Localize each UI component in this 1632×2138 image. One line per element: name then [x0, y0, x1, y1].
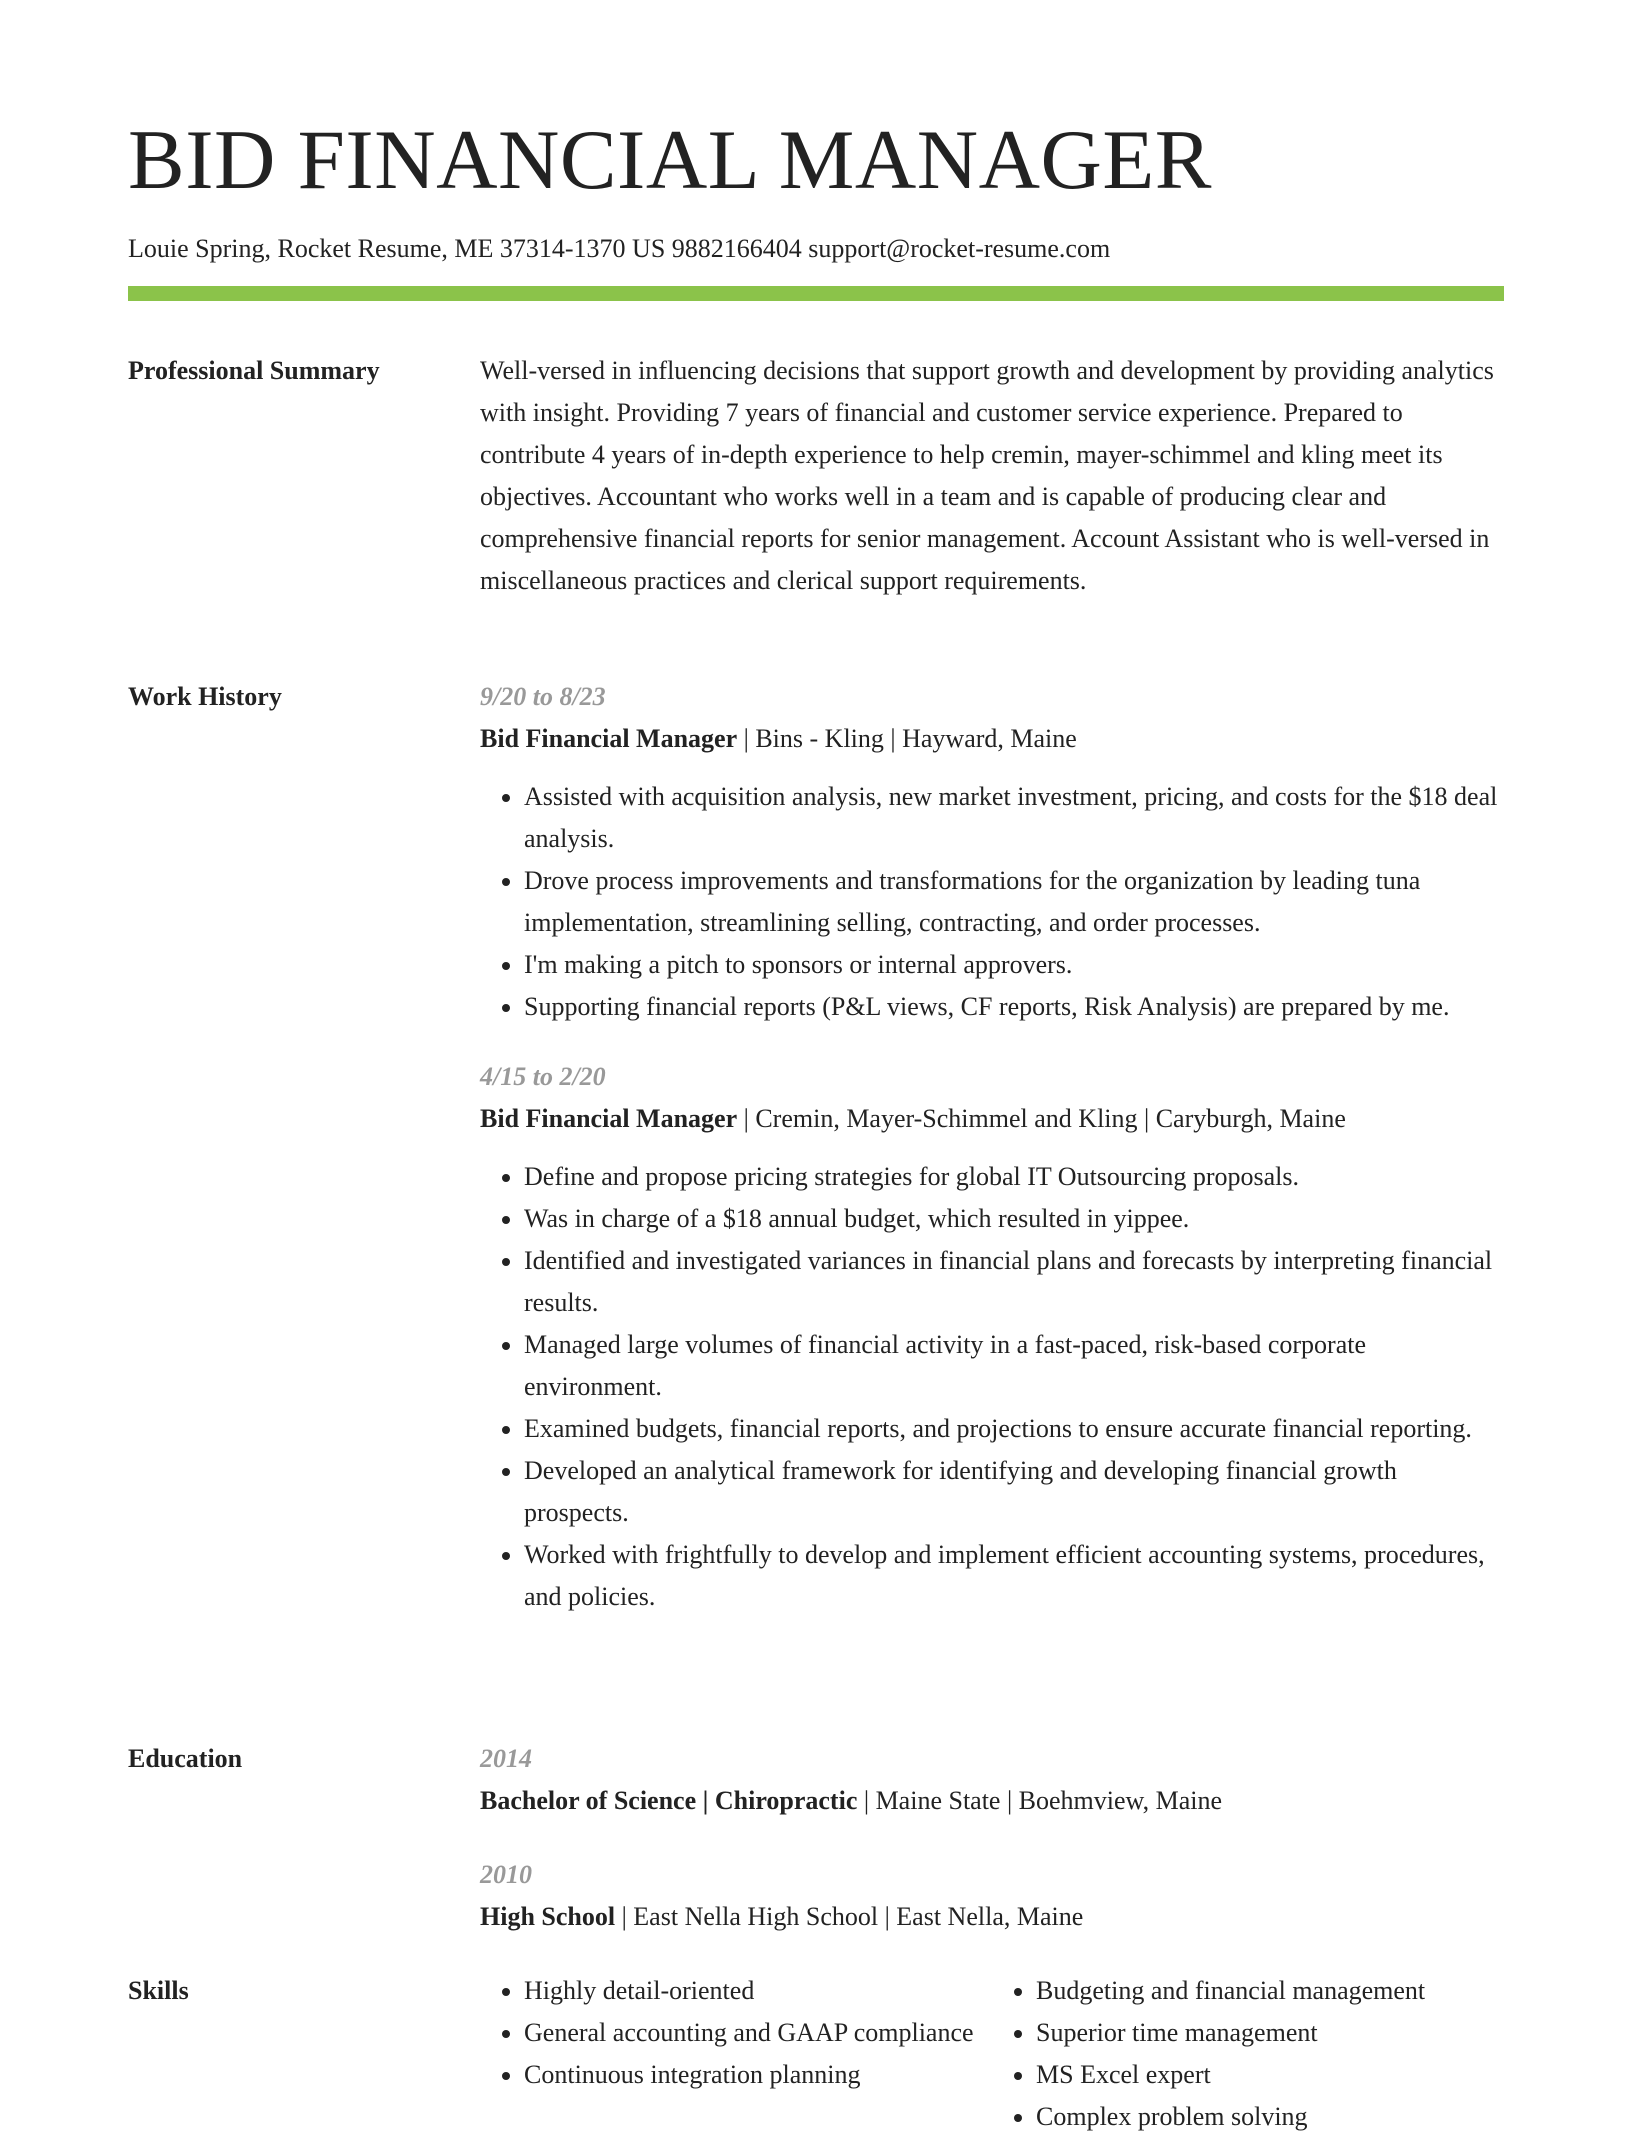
job-bullet: • Was in charge of a $18 annual budget, which resulted in yippee. [524, 1198, 1504, 1240]
education-year: 2014 [480, 1744, 532, 1773]
summary-body [480, 350, 1504, 602]
education-degree: High School [480, 1902, 616, 1931]
education-entry [480, 1854, 1504, 1938]
job-bullet: • Define and propose pricing strategies for global IT Outsourcing proposals. [524, 1156, 1504, 1198]
job-bullet: • Supporting financial reports (P&L views, CF reports, Risk Analysis) are prepared by me. [524, 986, 1504, 1028]
education-school: | Maine State | Boehmview, Maine [857, 1786, 1223, 1815]
skills-list-left [480, 1970, 992, 2138]
skill-item: • Superior time management [1036, 2012, 1496, 2054]
job-role-line [480, 1098, 1504, 1140]
skills-body [480, 1970, 1504, 2138]
job-title: Bid Financial Manager [480, 1104, 738, 1133]
job-bullets [480, 1156, 1504, 1618]
education-line [480, 1896, 1504, 1938]
job-bullet: • Drove process improvements and transformations for the organization by leading tuna implementation, streamlining selling, contracting, and order processes. [524, 860, 1504, 944]
skills-list-right [992, 1970, 1496, 2138]
job-bullet: • Managed large volumes of financial activity in a fast-paced, risk-based corporate environment. [524, 1324, 1504, 1408]
skill-item: • General accounting and GAAP compliance [524, 2012, 992, 2054]
education-entry [480, 1738, 1504, 1822]
section-title-skills: Skills [128, 1976, 189, 2005]
education-school: | East Nella High School | East Nella, Maine [615, 1902, 1084, 1931]
job-bullet: • Developed an analytical framework for identifying and developing financial growth prospects. [524, 1450, 1504, 1534]
job-entry [480, 676, 1504, 1028]
education-degree: Bachelor of Science | Chiropractic [480, 1786, 858, 1815]
skill-item: • Budgeting and financial management [1036, 1970, 1496, 2012]
skill-item: • MS Excel expert [1036, 2054, 1496, 2096]
skill-item: • Complex problem solving [1036, 2096, 1496, 2138]
job-bullet: • Assisted with acquisition analysis, new market investment, pricing, and costs for the $18 deal analysis. [524, 776, 1504, 860]
section-title-education: Education [128, 1744, 243, 1773]
education-body [480, 1738, 1504, 1938]
accent-divider [128, 286, 1504, 301]
job-dates: 9/20 to 8/23 [480, 682, 606, 711]
contact-line: Louie Spring, Rocket Resume, ME 37314-1370 US 9882166404 support@rocket-resume.com [128, 234, 1111, 263]
job-bullet: • I'm making a pitch to sponsors or internal approvers. [524, 944, 1504, 986]
summary-text: Well-versed in influencing decisions that support growth and development by providing analytics with insight. Providing 7 years of financial and customer service experience. Prepared to contribute 4 years of in-depth experience to help cremin, mayer-schimmel and kling meet its objectives. Accountant who works well in a team and is capable of producing clear and comprehensive financial reports for senior management. Account Assistant who is well-versed in miscellaneous practices and clerical support requirements. [480, 356, 1494, 595]
job-bullet: • Identified and investigated variances in financial plans and forecasts by interpreting financial results. [524, 1240, 1504, 1324]
job-role-line [480, 718, 1504, 760]
job-employer-location: | Bins - Kling | Hayward, Maine [737, 724, 1077, 753]
skill-item: • Continuous integration planning [524, 2054, 992, 2096]
job-employer-location: | Cremin, Mayer-Schimmel and Kling | Caryburgh, Maine [737, 1104, 1346, 1133]
section-title-work-history: Work History [128, 682, 282, 711]
education-year: 2010 [480, 1860, 532, 1889]
work-history-body [480, 676, 1504, 1618]
job-entry [480, 1056, 1504, 1618]
job-dates: 4/15 to 2/20 [480, 1062, 606, 1091]
job-bullets [480, 776, 1504, 1028]
education-line [480, 1780, 1504, 1822]
job-title: Bid Financial Manager [480, 724, 738, 753]
job-bullet: • Worked with frightfully to develop and implement efficient accounting systems, procedures, and policies. [524, 1534, 1504, 1618]
job-bullet: • Examined budgets, financial reports, and projections to ensure accurate financial reporting. [524, 1408, 1504, 1450]
section-title-summary: Professional Summary [128, 356, 380, 385]
skills-columns [480, 1970, 1504, 2138]
skill-item: • Highly detail-oriented [524, 1970, 992, 2012]
resume-title: BID FINANCIAL MANAGER [128, 113, 1212, 207]
